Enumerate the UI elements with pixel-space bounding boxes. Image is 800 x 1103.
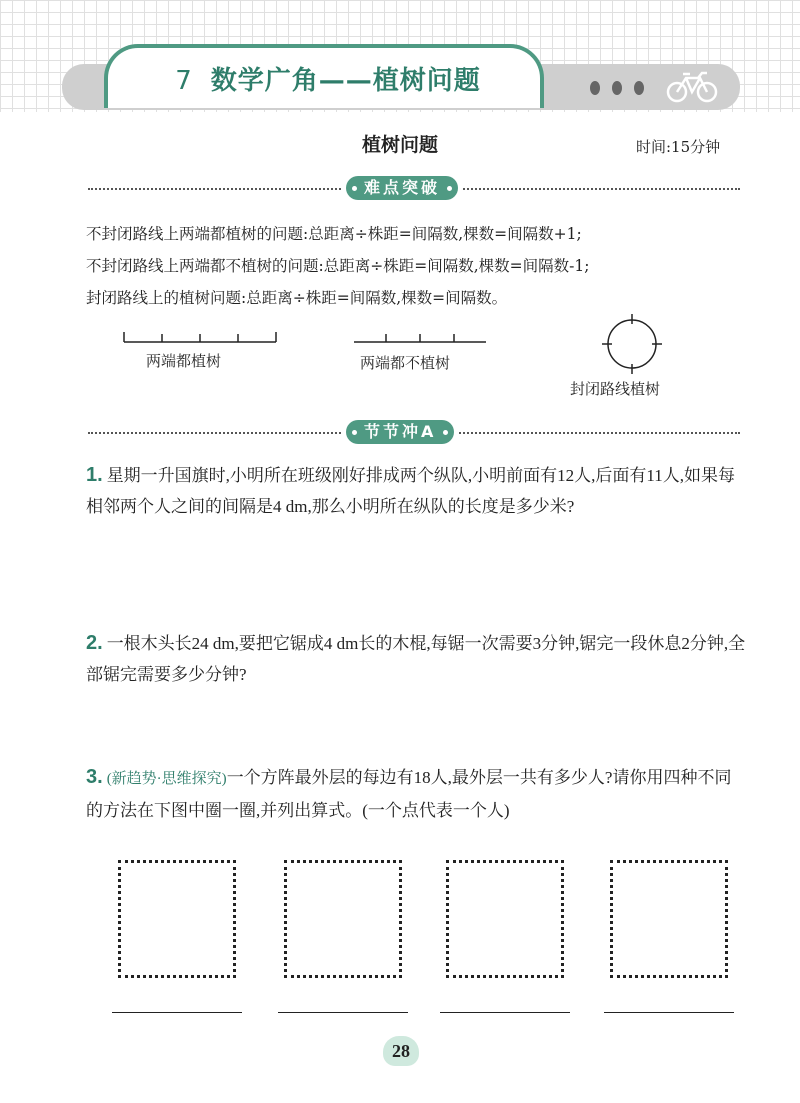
- answer-line-3[interactable]: [440, 1012, 570, 1013]
- question-1: [86, 460, 746, 522]
- question-number: 1.: [86, 464, 103, 486]
- answer-line-1[interactable]: [112, 1012, 242, 1013]
- question-text: 一个方阵最外层的每边有18人,最外层一共有多少人?请你用四种不同的方法在下图中圈一圈,并列出算式。(一个点代表一个人): [86, 768, 732, 820]
- chapter-title: [108, 60, 548, 97]
- rule-line-1: 不封闭路线上两端都植树的问题:总距离÷株距=间隔数,棵数=间隔数+1;: [86, 225, 582, 243]
- bicycle-icon: [666, 70, 718, 104]
- question-text: 星期一升国旗时,小明所在班级刚好排成两个纵队,小明前面有12人,后面有11人,如果每相邻两个人之间的间隔是4 dm,那么小明所在纵队的长度是多少米?: [86, 466, 736, 516]
- diagram-label-both-ends: 两端都植树: [146, 352, 222, 370]
- chapter-banner: [104, 44, 544, 108]
- dot-square-1[interactable]: [118, 860, 236, 978]
- diagram-label-no-ends: 两端都不植树: [360, 354, 451, 372]
- diagram-label-closed: 封闭路线植树: [570, 380, 661, 398]
- answer-line-2[interactable]: [278, 1012, 408, 1013]
- diagram-both-ends: [120, 328, 282, 348]
- rule-line-2: 不封闭路线上两端都不植树的问题:总距离÷株距=间隔数,棵数=间隔数-1;: [86, 257, 590, 275]
- rule-line-3: 封闭路线上的植树问题:总距离÷株距=间隔数,棵数=间隔数。: [86, 289, 508, 307]
- question-3: [86, 762, 746, 826]
- question-number: 3.: [86, 766, 103, 788]
- question-number: 2.: [86, 632, 103, 654]
- chapter-number: 7: [175, 66, 193, 96]
- question-text: 一根木头长24 dm,要把它锯成4 dm长的木棍,每锯一次需要3分钟,锯完一段休息2分钟,全部锯完需要多少分钟?: [86, 634, 746, 684]
- dot-square-2[interactable]: [284, 860, 402, 978]
- dot-square-3[interactable]: [446, 860, 564, 978]
- decorative-dots: [590, 80, 656, 99]
- dot-square-4[interactable]: [610, 860, 728, 978]
- chapter-title-text: 数学广角——植树问题: [210, 66, 481, 96]
- answer-line-4[interactable]: [604, 1012, 734, 1013]
- page-number: 28: [383, 1036, 419, 1066]
- time-label: 时间:15分钟: [636, 138, 721, 156]
- section-divider-key-points: [88, 176, 740, 202]
- section-title-key-points: 难点突破: [346, 176, 458, 200]
- diagram-no-ends: [350, 328, 490, 348]
- lesson-title: 植树问题: [361, 134, 438, 156]
- section-title-practice: 节节冲A: [346, 420, 454, 444]
- question-2: [86, 628, 746, 690]
- section-divider-practice: [88, 420, 740, 446]
- question-tag: (新趋势·思维探究): [106, 771, 227, 787]
- diagram-closed: [600, 312, 664, 376]
